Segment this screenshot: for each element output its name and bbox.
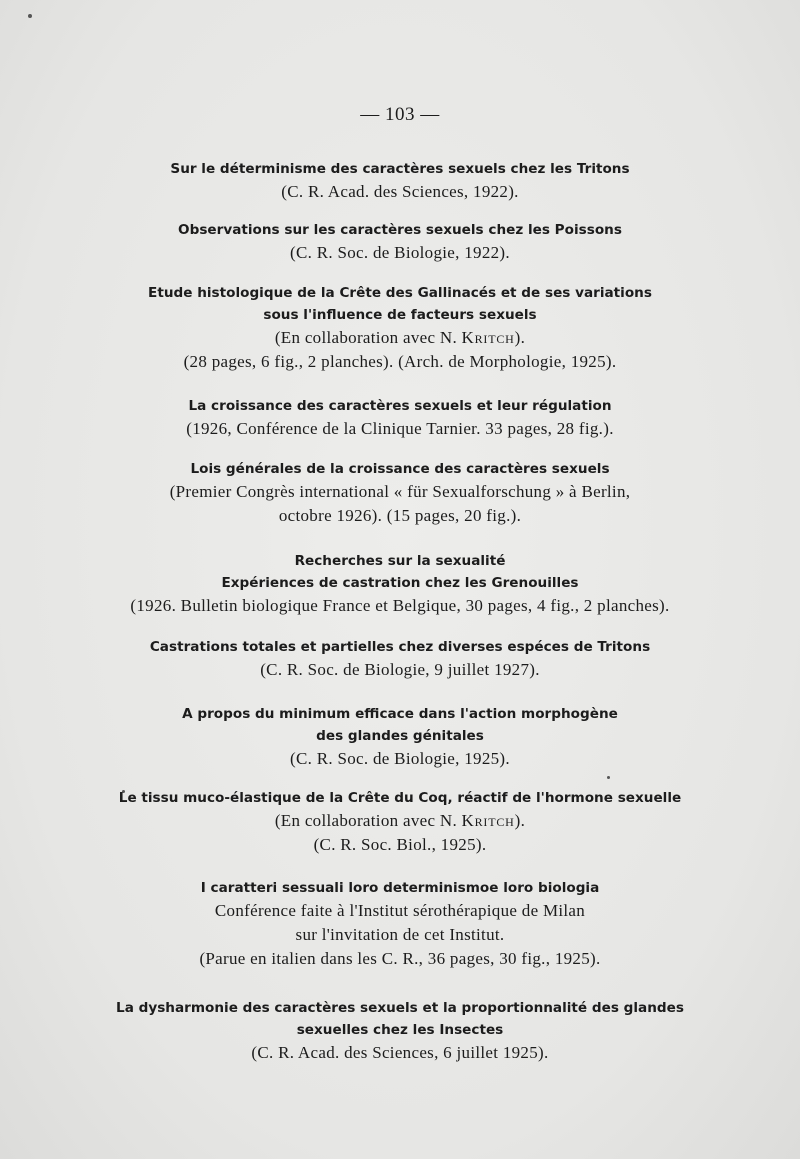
entry-reference: (C. R. Acad. des Sciences, 1922). xyxy=(281,182,519,201)
page-number: — 103 — xyxy=(360,104,440,125)
entry-title: Etude histologique de la Crête des Gallinacés et de ses variations xyxy=(148,285,652,301)
bibliography-entry xyxy=(0,636,800,682)
bibliography-entry xyxy=(0,219,800,265)
paper-speck xyxy=(28,14,32,18)
entry-title: Recherches sur la sexualité xyxy=(294,553,506,569)
entry-reference: octobre 1926). (15 pages, 20 fig.). xyxy=(278,506,522,525)
entry-title: La dysharmonie des caractères sexuels et la proportionnalité des glandes xyxy=(116,1000,684,1016)
entry-reference: (1926. Bulletin biologique France et Belgique, 30 pages, 4 fig., 2 planches). xyxy=(130,596,670,615)
entry-title: sexuelles chez les Insectes xyxy=(296,1022,504,1038)
bibliography-entry xyxy=(0,997,800,1065)
bibliography-entry xyxy=(0,458,800,528)
entry-reference: (C. R. Soc. de Biologie, 9 juillet 1927). xyxy=(260,660,540,679)
entry-title: Expériences de castration chez les Grenouilles xyxy=(221,575,579,591)
bibliography-entry xyxy=(0,703,800,771)
entry-reference: (C. R. Soc. de Biologie, 1922). xyxy=(290,243,510,262)
entry-reference: (Parue en italien dans les C. R., 36 pages, 30 fig., 1925). xyxy=(199,949,601,968)
entry-reference: Conférence faite à l'Institut sérothérapique de Milan xyxy=(214,901,586,920)
entry-title: des glandes génitales xyxy=(316,728,484,744)
entry-reference: (C. R. Soc. de Biologie, 1925). xyxy=(290,749,510,768)
collaborator-name: Kritch xyxy=(461,811,515,830)
paper-speck xyxy=(607,776,610,779)
entry-title: La croissance des caractères sexuels et leur régulation xyxy=(188,398,612,414)
entry-reference: (28 pages, 6 fig., 2 planches). (Arch. de Morphologie, 1925). xyxy=(183,352,617,371)
entry-collaboration: (En collaboration avec N. Kritch). xyxy=(274,328,526,347)
entry-collaboration: (En collaboration avec N. Kritch). xyxy=(274,811,526,830)
entry-title: A propos du minimum efficace dans l'action morphogène xyxy=(182,706,618,722)
entry-title: sous l'influence de facteurs sexuels xyxy=(263,307,537,323)
bibliography-entry xyxy=(0,877,800,971)
bibliography-entry xyxy=(0,787,800,857)
entry-reference: (Premier Congrès international « für Sexualforschung » à Berlin, xyxy=(169,482,631,501)
entry-reference: sur l'invitation de cet Institut. xyxy=(295,925,505,944)
bibliography-entry xyxy=(0,550,800,618)
entry-title: Lois générales de la croissance des caractères sexuels xyxy=(190,461,610,477)
collaborator-name: Kritch xyxy=(461,328,515,347)
entry-reference: (1926, Conférence de la Clinique Tarnier. 33 pages, 28 fig.). xyxy=(186,419,614,438)
entry-reference: (C. R. Acad. des Sciences, 6 juillet 1925). xyxy=(251,1043,549,1062)
entry-reference: (C. R. Soc. Biol., 1925). xyxy=(313,835,487,854)
entry-title: Castrations totales et partielles chez diverses espéces de Tritons xyxy=(149,639,651,655)
entry-title: Sur le déterminisme des caractères sexuels chez les Tritons xyxy=(170,161,630,177)
entry-title: Le tissu muco-élastique de la Crête du Coq, réactif de l'hormone sexuelle xyxy=(118,790,682,806)
entry-title: Observations sur les caractères sexuels chez les Poissons xyxy=(178,222,622,238)
bibliography-entry xyxy=(0,282,800,374)
bibliography-entry xyxy=(0,158,800,204)
bibliography-entry xyxy=(0,395,800,441)
entry-title: I caratteri sessuali loro determinismoe loro biologia xyxy=(200,880,600,896)
